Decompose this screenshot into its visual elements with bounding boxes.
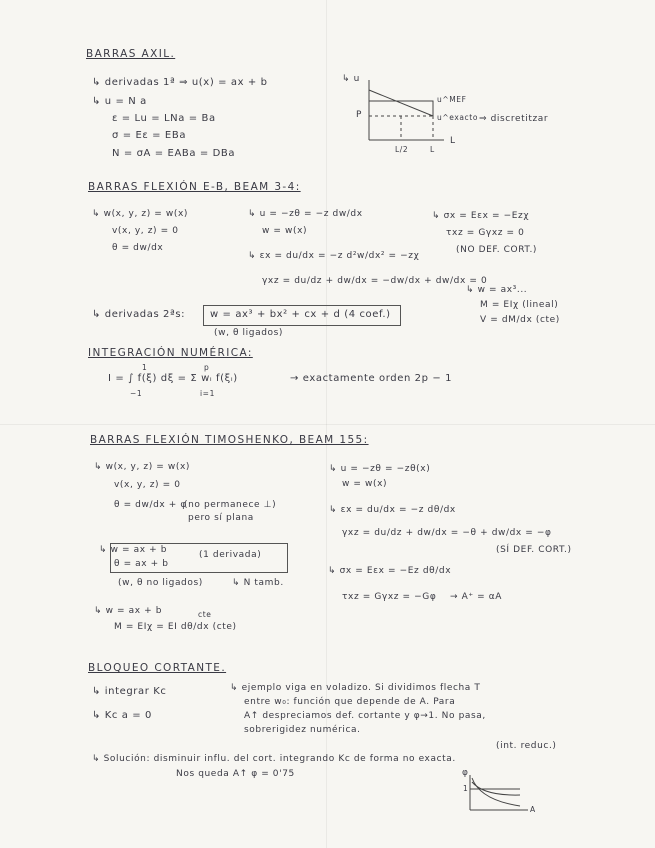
timo-ligados: (w, θ no ligados)	[118, 578, 203, 588]
eb-deriv: ↳ derivadas 2ªs:	[92, 309, 186, 320]
axial-line-2: ↳ u = N a	[92, 96, 147, 107]
integ-title: INTEGRACIÓN NUMÉRICA:	[88, 347, 253, 359]
timo-sidef: (SÍ DEF. CORT.)	[496, 545, 572, 555]
bloqueo-solution-2: Nos queda A↑ φ = 0'75	[176, 769, 295, 779]
integ-sum-low: i=1	[200, 389, 215, 398]
timo-aplus: → A⁺ = αA	[450, 592, 503, 602]
timo-box-note: (1 derivada)	[199, 550, 262, 560]
graph-axis-u-label: ↳ u	[342, 74, 360, 84]
phi-curve-reduced	[472, 782, 520, 795]
bloqueo-para-3: A↑ despreciamos def. cortante y φ→1. No pasa,	[244, 711, 486, 721]
axial-line-5: N = σA = EABa = DBa	[112, 148, 236, 159]
bloqueo-line-1: ↳ integrar Kc	[92, 686, 167, 697]
integ-sum-up: p	[204, 363, 210, 372]
timo-sigma: ↳ σx = Eεx = −Ez dθ/dx	[328, 566, 452, 576]
graph-exact-line	[369, 90, 433, 116]
bloqueo-para-1: ↳ ejemplo viga en voladizo. Si dividimos flecha T	[230, 683, 481, 693]
timo-title: BARRAS FLEXIÓN TIMOSHENKO, BEAM 155:	[90, 434, 369, 446]
graph-mef-line	[369, 101, 433, 116]
timo-theta: θ = dw/dx + φ	[114, 500, 187, 510]
graph-p-label: P	[356, 110, 363, 120]
timo-w3: ↳ w = ax + b	[94, 606, 163, 616]
eb-sigma: ↳ σx = Eεx = −Ezχ	[432, 211, 530, 221]
graph-axis-l-label: L	[450, 136, 456, 146]
bloqueo-para-4: sobrerigidez numérica.	[244, 725, 361, 735]
timo-w2: w = w(x)	[342, 479, 388, 489]
eb-gamma: γxz = du/dz + dw/dx = −dw/dx + dw/dx = 0	[262, 276, 488, 286]
eb-m: M = EIχ (lineal)	[480, 300, 559, 310]
eb-w: ↳ w(x, y, z) = w(x)	[92, 209, 188, 219]
timo-theta-note-1: (no permanece ⊥)	[184, 500, 277, 510]
timo-gamma: γxz = du/dz + dw/dx = −θ + dw/dx = −φ	[342, 528, 552, 538]
timo-u: ↳ u = −zθ = −zθ(x)	[329, 464, 431, 474]
eb-ligados: (w, θ ligados)	[214, 328, 284, 338]
eb-v: v(x, y, z) = 0	[112, 226, 179, 236]
timo-boxed-equations	[99, 543, 288, 573]
timo-cte-note: cte	[198, 610, 212, 619]
timo-box-line-1: ↳ w = ax + b	[99, 545, 168, 555]
integ-lim-low: −1	[130, 389, 143, 398]
phi-axis-label: φ	[462, 768, 469, 778]
eb-v-shear: V = dM/dx (cte)	[480, 315, 560, 325]
timo-v: v(x, y, z) = 0	[114, 480, 181, 490]
graph-exacto-label: u^exacto	[437, 113, 479, 122]
graph-l-label: L	[430, 145, 435, 154]
bloqueo-para-2: entre w₀: función que depende de A. Para	[244, 697, 456, 707]
integ-result: → exactamente orden 2p − 1	[290, 373, 453, 384]
eb-boxed-equation	[203, 305, 401, 326]
timo-m: M = EIχ = EI dθ/dx (cte)	[114, 622, 237, 632]
paper-fold-horizontal	[0, 424, 655, 425]
phi-curve-exact	[472, 778, 520, 806]
timo-theta-note-2: pero sí plana	[188, 513, 254, 523]
bloqueo-line-2: ↳ Kc a = 0	[92, 710, 153, 721]
bloqueo-solution-1: ↳ Solución: disminuir influ. del cort. integrando Kc de forma no exacta.	[92, 754, 456, 764]
timo-w: ↳ w(x, y, z) = w(x)	[94, 462, 190, 472]
eb-nodef: (NO DEF. CORT.)	[456, 245, 538, 255]
eb-w2: w = w(x)	[262, 226, 308, 236]
eb-u: ↳ u = −zθ = −z dw/dx	[248, 209, 363, 219]
bloqueo-title: BLOQUEO CORTANTE.	[88, 662, 227, 674]
timo-eps: ↳ εx = du/dx = −z dθ/dx	[329, 505, 456, 515]
eb-title: BARRAS FLEXIÓN E-B, BEAM 3-4:	[88, 181, 301, 193]
graph-half-label: L/2	[395, 145, 409, 154]
eb-boxed-text: w = ax³ + bx² + cx + d (4 coef.)	[210, 309, 391, 320]
axial-line-3: ε = Lu = LNa = Ba	[112, 113, 216, 124]
timo-box-line-2: θ = ax + b	[114, 559, 169, 569]
eb-theta: θ = dw/dx	[112, 243, 164, 253]
timo-ntamb: ↳ N tamb.	[232, 578, 284, 588]
axial-line-4: σ = Eε = EBa	[112, 130, 187, 141]
graph-discret-label: ⇒ discretitzar	[479, 114, 549, 124]
integ-lim-up: 1	[142, 363, 148, 372]
eb-w3: ↳ w = ax³...	[466, 285, 528, 295]
axial-title: BARRAS AXIL.	[86, 48, 176, 60]
axial-line-1: ↳ derivadas 1ª ⇒ u(x) = ax + b	[92, 77, 268, 88]
eb-eps: ↳ εx = du/dx = −z d²w/dx² = −zχ	[248, 251, 420, 261]
bloqueo-incr: (int. reduc.)	[496, 741, 557, 751]
timo-tau: τxz = Gγxz = −Gφ	[342, 592, 437, 602]
a-axis-label: A	[530, 805, 536, 814]
phi-one-label: 1	[463, 784, 469, 793]
eb-tau: τxz = Gγxz = 0	[446, 228, 525, 238]
integ-formula: I = ∫ f(ξ) dξ = Σ wᵢ f(ξᵢ)	[108, 373, 238, 384]
graph-mef-label: u^MEF	[437, 95, 467, 104]
